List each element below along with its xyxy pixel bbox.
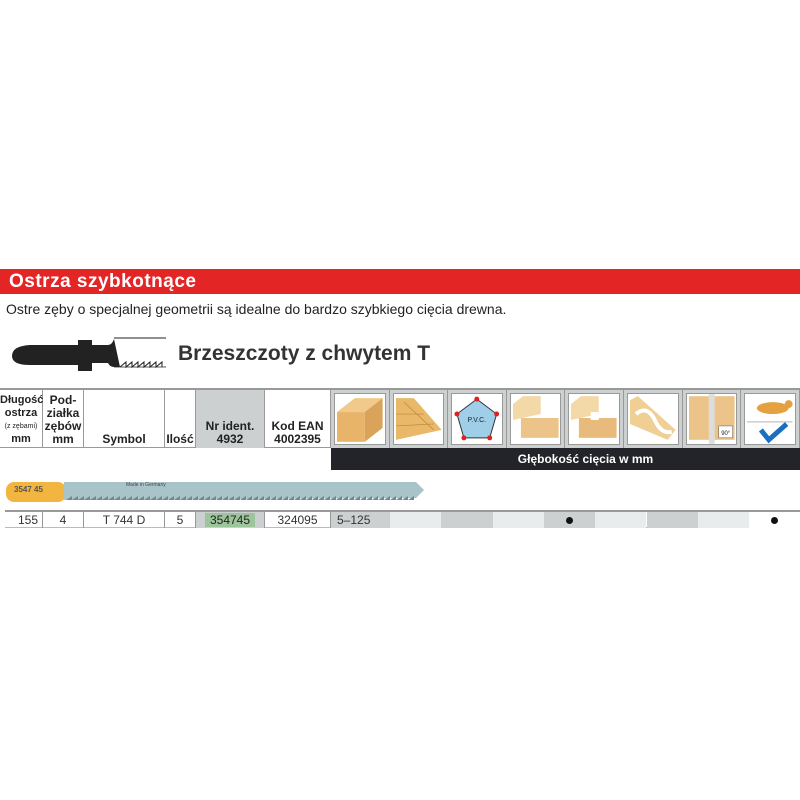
table-header [0,388,800,448]
header-text: ostrza [4,407,38,419]
cutting-depth-bar: Głębokość cięcia w mm [331,448,800,470]
header-text: Ilość [166,432,194,446]
section-banner: Ostrza szybkotnące [0,269,800,294]
pvc-icon [448,390,507,448]
header-qty [165,390,196,448]
solid-wood-icon [331,390,390,448]
header-text: Kod EAN [271,419,324,433]
cell-ident [196,512,265,528]
header-text: Symbol [102,432,146,446]
header-ident [196,390,265,448]
header-text: 4002395 [274,432,321,446]
cell-application [595,512,646,528]
cell-qty: 5 [165,512,196,528]
ident-highlight: 354745 [205,513,255,527]
blade-text: Made in Germany [126,482,166,488]
cell-application [441,512,492,528]
cell-ean: 324095 [265,512,331,528]
header-text: mm [11,433,31,445]
dot-icon [771,517,778,524]
t-shank-blade-icon [10,337,168,375]
curve-cut-icon [624,390,683,448]
cell-application [493,512,544,528]
header-text: ziałka [46,406,80,420]
fast-cut-icon [741,390,800,448]
cell-length: 155 [5,512,43,528]
angle-label: 90° [720,430,730,437]
cell-application [544,512,595,528]
header-text: zębów [44,419,82,433]
header-text: 4932 [216,432,244,446]
header-text: Nr ident. [205,419,255,433]
header-pitch [43,390,84,448]
cell-application [647,512,698,528]
blade-label: 3547 45 [14,485,43,494]
cell-application [698,512,749,528]
laminate-icon [390,390,449,448]
header-text: (z zębami) [4,423,38,430]
table-row [5,510,800,528]
cell-depth: 5–125 [331,512,391,528]
header-ean [265,390,331,448]
cell-application [390,512,441,528]
wood-joint-icon [507,390,566,448]
product-title: Brzeszczoty z chwytem T [178,342,431,365]
dot-icon [566,517,573,524]
90-degree-cut-icon [683,390,742,448]
header-text: mm [52,432,74,446]
header-text: Pod- [49,393,77,407]
wood-joint-2-icon [565,390,624,448]
blade-image [6,480,426,504]
cell-pitch: 4 [43,512,84,528]
cell-symbol: T 744 D [84,512,165,528]
description: Ostre zęby o specjalnej geometrii są idealne do bardzo szybkiego cięcia drewna. [6,301,507,317]
header-symbol [84,390,165,448]
header-length [0,390,43,448]
cell-application [749,512,800,528]
header-text: Długość [0,394,44,406]
pvc-label: P.V.C. [467,416,487,424]
